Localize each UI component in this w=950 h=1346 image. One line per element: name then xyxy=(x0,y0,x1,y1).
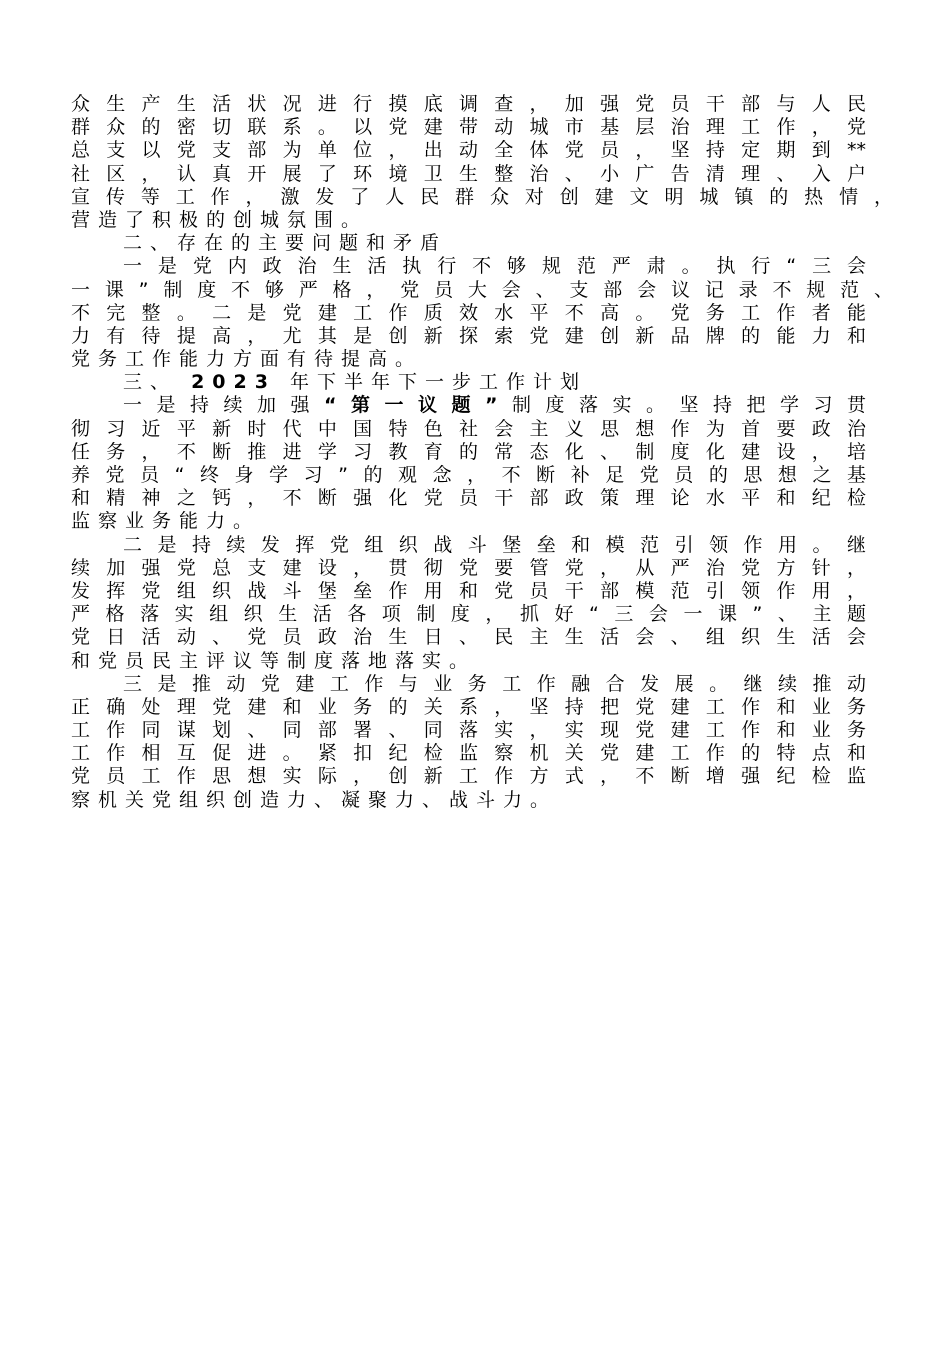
section-heading-2: 二、存在的主要问题和矛盾 xyxy=(123,232,448,255)
text-line: 三是推动党建工作与业务工作融合发展。继续推动 xyxy=(123,672,866,695)
text-line: 宣传等工作，激发了人民群众对创建文明城镇的热情， xyxy=(71,185,893,208)
section-heading-3 xyxy=(71,371,866,394)
text-line: 和精神之钙，不断强化党员干部政策理论水平和纪检 xyxy=(71,487,866,510)
text-line: 正确处理党建和业务的关系，坚持把党建工作和业务 xyxy=(71,695,866,718)
heading-year: 2023 xyxy=(191,371,276,394)
bold-phrase: “第一议题” xyxy=(324,394,498,417)
text-line: 群众的密切联系。以党建带动城市基层治理工作，党 xyxy=(71,116,866,139)
text-fragment: 制度落实。坚持把学习贯 xyxy=(497,394,866,417)
text-line: 力有待提高，尤其是创新探索党建创新品牌的能力和 xyxy=(71,324,866,347)
text-line: 和党员民主评议等制度落地落实。 xyxy=(71,649,477,672)
text-line: 续加强党总支建设，贯彻党要管党，从严治党方针， xyxy=(71,556,866,579)
text-line: 不完整。二是党建工作质效水平不高。党务工作者能 xyxy=(71,301,866,324)
text-line: 工作同谋划、同部署、同落实，实现党建工作和业务 xyxy=(71,719,866,742)
text-fragment: 一是持续加强 xyxy=(123,394,324,417)
text-line: 一是党内政治生活执行不够规范严肃。执行“三会 xyxy=(123,255,866,278)
text-line: 发挥党组织战斗堡垒作用和党员干部模范引领作用， xyxy=(71,579,866,602)
text-line: 党日活动、党员政治生日、民主生活会、组织生活会 xyxy=(71,626,866,649)
text-line: 党务工作能力方面有待提高。 xyxy=(71,348,423,371)
text-line: 一课”制度不够严格，党员大会、支部会议记录不规范、 xyxy=(71,278,893,301)
heading-text: 年下半年下一步工作计划 xyxy=(290,371,588,394)
heading-prefix: 三、 xyxy=(123,371,178,394)
text-line xyxy=(71,394,866,417)
text-line: 党员工作思想实际，创新工作方式，不断增强纪检监 xyxy=(71,765,866,788)
text-line: 彻习近平新时代中国特色社会主义思想作为首要政治 xyxy=(71,417,866,440)
text-line: 察机关党组织创造力、凝聚力、战斗力。 xyxy=(71,788,558,811)
text-line: 二是持续发挥党组织战斗堡垒和模范引领作用。继 xyxy=(123,533,866,556)
text-line: 社区，认真开展了环境卫生整治、小广告清理、入户 xyxy=(71,162,866,185)
text-line: 工作相互促进。紧扣纪检监察机关党建工作的特点和 xyxy=(71,742,866,765)
text-line: 严格落实组织生活各项制度，抓好“三会一课”、主题 xyxy=(71,603,866,626)
text-line: 总支以党支部为单位，出动全体党员，坚持定期到** xyxy=(71,139,866,162)
document-body xyxy=(71,93,893,812)
text-line: 众生产生活状况进行摸底调查，加强党员干部与人民 xyxy=(71,93,866,115)
text-line: 监察业务能力。 xyxy=(71,510,261,533)
text-line: 养党员“终身学习”的观念，不断补足党员的思想之基 xyxy=(71,464,866,486)
text-line: 任务，不断推进学习教育的常态化、制度化建设，培 xyxy=(71,440,866,463)
text-line: 营造了积极的创城氛围。 xyxy=(71,208,369,231)
